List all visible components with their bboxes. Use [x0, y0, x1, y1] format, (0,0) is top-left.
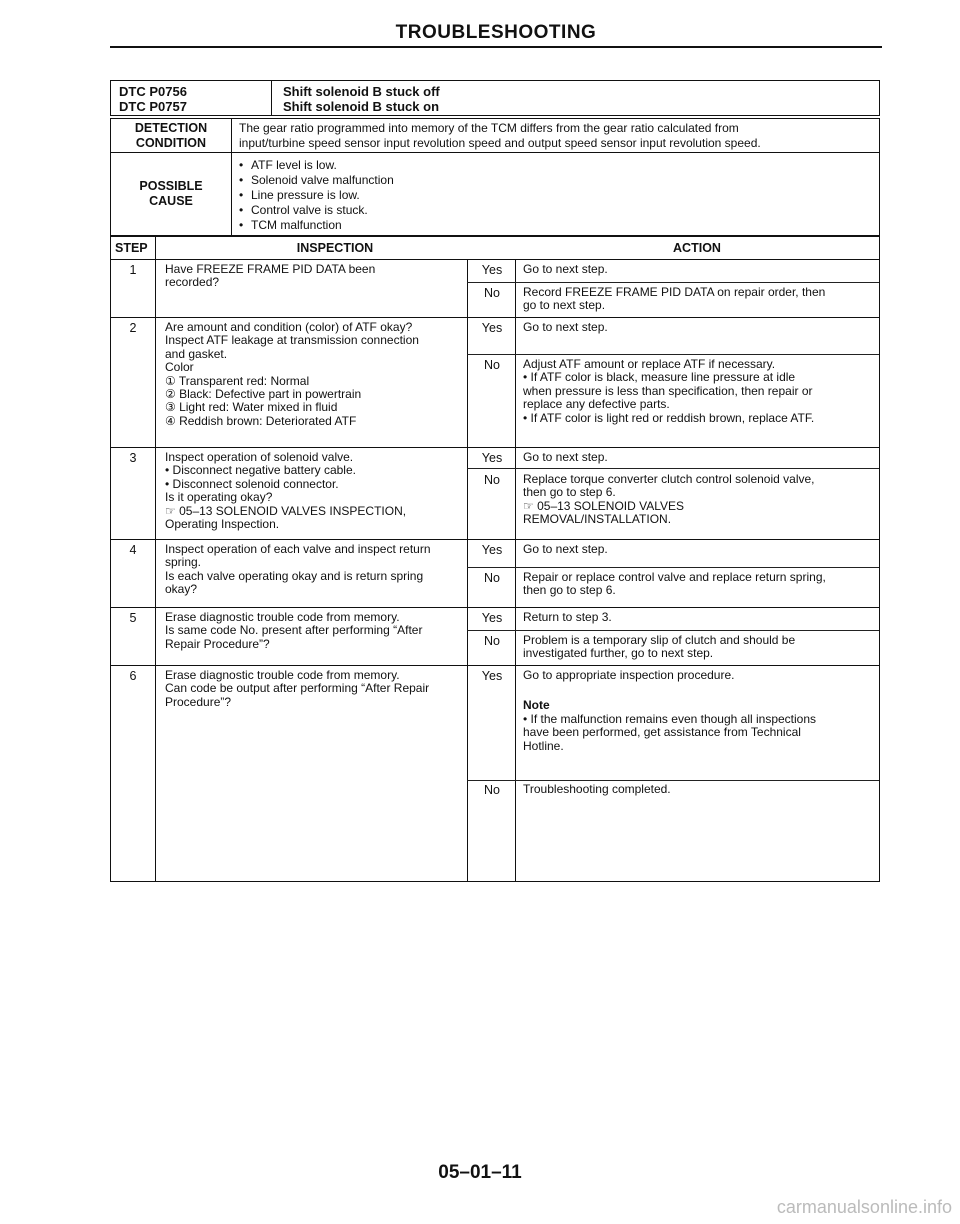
dtc-descriptions	[283, 84, 440, 114]
cause-item: • ATF level is low.	[239, 158, 394, 173]
no-label: No	[484, 473, 500, 487]
yes-label: Yes	[481, 263, 503, 277]
yes-action: Go to next step.	[523, 542, 608, 556]
detection-text-line2: input/turbine speed sensor input revolution speed and output speed sensor input revolution speed.	[239, 136, 761, 150]
note-label: Note	[523, 698, 550, 712]
dtc-code-2: DTC P0757	[119, 99, 187, 114]
possible-cause-label	[111, 179, 231, 209]
dtc-code-1: DTC P0756	[119, 84, 187, 99]
no-label: No	[484, 634, 500, 648]
note-text: • If the malfunction remains even though all inspections have been performed, get assistance from Technical Hotline.	[523, 712, 817, 753]
inspection-table	[110, 236, 880, 882]
inspection-column-header: INSPECTION	[296, 241, 374, 255]
cause-label-line2: CAUSE	[149, 194, 193, 208]
no-label: No	[484, 783, 500, 797]
step-number: 3	[129, 451, 137, 465]
no-label: No	[484, 571, 500, 585]
yes-action: Return to step 3.	[523, 610, 612, 624]
cause-item: • Line pressure is low.	[239, 188, 394, 203]
page-header-title: TROUBLESHOOTING	[395, 22, 597, 43]
no-action: Adjust ATF amount or replace ATF if necessary. • If ATF color is black, measure line pressure at idle when pressure is less than specification, then repair or replace any defective parts. • If ATF color is light red or reddish brown, replace ATF.	[523, 357, 815, 425]
no-action: Replace torque converter clutch control solenoid valve, then go to step 6. ☞ 05–13 SOLENOID VALVES REMOVAL/INSTALLATION.	[523, 472, 815, 527]
action-column-header: ACTION	[673, 241, 721, 255]
yes-label: Yes	[481, 611, 503, 625]
step-number: 2	[129, 321, 137, 335]
watermark: carmanualsonline.info	[776, 1197, 952, 1217]
cause-item: • TCM malfunction	[239, 218, 394, 233]
table-row-step-4	[111, 539, 879, 607]
detection-condition-label	[111, 121, 231, 151]
step-inspection: Have FREEZE FRAME PID DATA been recorded?	[165, 262, 376, 290]
yes-label: Yes	[481, 543, 503, 557]
dtc-description-1: Shift solenoid B stuck off	[283, 84, 440, 99]
no-label: No	[484, 286, 500, 300]
step-inspection: Inspect operation of solenoid valve. • Disconnect negative battery cable. • Disconnect solenoid connector. Is it operating okay? ☞ 05–13 SOLENOID VALVES INSPECTION, Operating Inspection.	[165, 450, 407, 532]
detection-text-line1: The gear ratio programmed into memory of the TCM differs from the gear ratio calculated from	[239, 121, 739, 135]
no-action: Problem is a temporary slip of clutch and should be investigated further, go to next step.	[523, 633, 796, 661]
table-row-step-6	[111, 665, 879, 881]
condition-separator	[231, 119, 232, 235]
condition-divider	[111, 152, 879, 153]
no-label: No	[484, 358, 500, 372]
step-column-header: STEP	[115, 241, 148, 255]
step-inspection: Erase diagnostic trouble code from memory. Can code be output after performing “After Repair Procedure”?	[165, 668, 430, 709]
cause-label-line1: POSSIBLE	[139, 179, 203, 193]
yes-action: Go to appropriate inspection procedure.	[523, 668, 735, 682]
step-number: 5	[129, 611, 137, 625]
cause-item: • Control valve is stuck.	[239, 203, 394, 218]
step-number: 6	[129, 669, 137, 683]
table-row-step-2	[111, 317, 879, 447]
yes-label: Yes	[481, 451, 503, 465]
detection-label-line1: DETECTION	[134, 121, 208, 135]
step-inspection: Inspect operation of each valve and inspect return spring. Is each valve operating okay and is return spring okay?	[165, 542, 431, 597]
table-row-step-5	[111, 607, 879, 665]
yes-label: Yes	[481, 669, 503, 683]
yes-label: Yes	[481, 321, 503, 335]
yes-action: Go to next step.	[523, 450, 608, 464]
yes-action: Go to next step.	[523, 262, 608, 276]
possible-cause-list	[239, 158, 394, 233]
step-number: 4	[129, 543, 137, 557]
table-row-step-3	[111, 447, 879, 539]
dtc-codes	[119, 84, 269, 114]
table-row-step-1	[111, 259, 879, 317]
detection-condition-text	[239, 121, 871, 151]
step-inspection: Are amount and condition (color) of ATF okay? Inspect ATF leakage at transmission connection and gasket. Color ① Transparent red: Normal ② Black: Defective part in powertrain ③ Light red: Water mixed in fluid ④ Reddish brown: Deteriorated ATF	[165, 320, 419, 428]
dtc-description-2: Shift solenoid B stuck on	[283, 99, 440, 114]
no-action: Record FREEZE FRAME PID DATA on repair order, then go to next step.	[523, 285, 826, 313]
cause-item: • Solenoid valve malfunction	[239, 173, 394, 188]
page-number: 05–01–11	[438, 1162, 522, 1183]
condition-box	[110, 118, 880, 236]
dtc-separator	[271, 81, 272, 115]
no-action: Troubleshooting completed.	[523, 782, 671, 796]
no-action: Repair or replace control valve and replace return spring, then go to step 6.	[523, 570, 826, 598]
dtc-box	[110, 80, 880, 116]
step-number: 1	[129, 263, 137, 277]
detection-label-line2: CONDITION	[135, 136, 207, 150]
step-inspection: Erase diagnostic trouble code from memory. Is same code No. present after performing “After Repair Procedure”?	[165, 610, 423, 651]
header-rule	[110, 46, 882, 48]
yes-action: Go to next step.	[523, 320, 608, 334]
